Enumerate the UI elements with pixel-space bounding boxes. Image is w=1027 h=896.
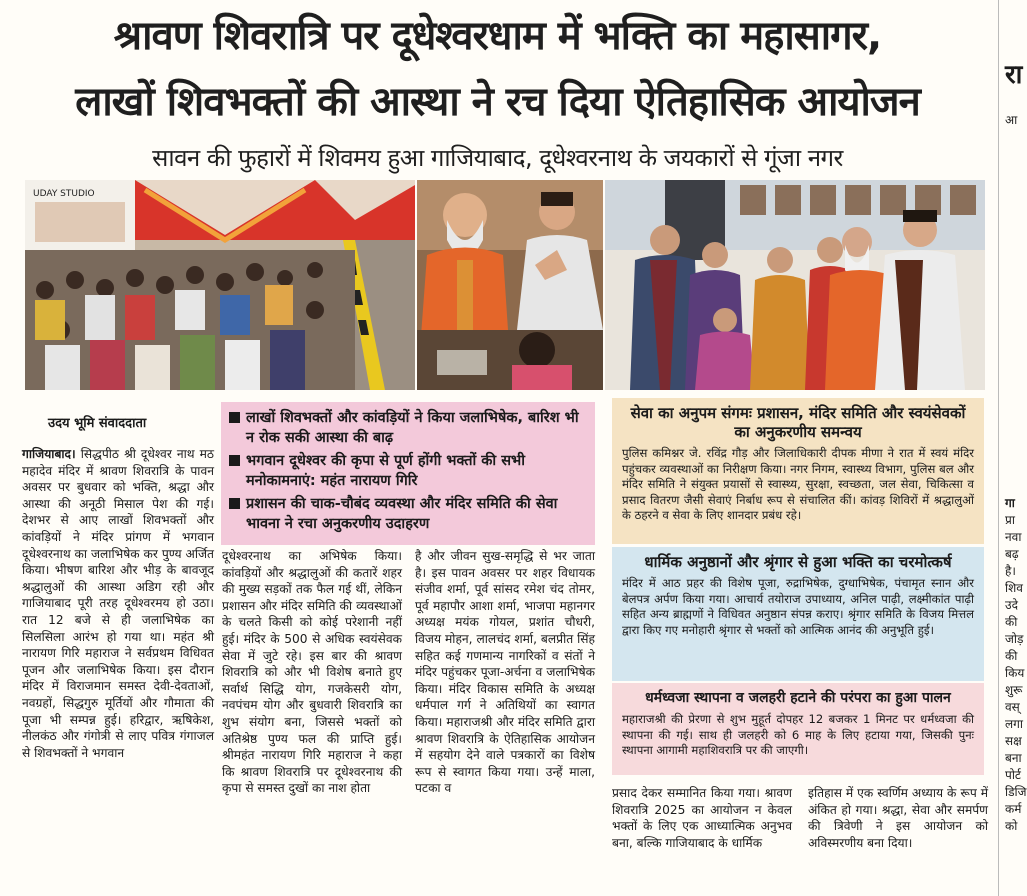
article-text-5: इतिहास में एक स्वर्णिम अध्याय के रूप में अंकित हो गया। श्रद्धा, सेवा और समर्पण की त्रिवेणी ने इस आयोजन को अविस्मरणीय बना दिया। [808,786,988,850]
edge-text: पोर्ट [1005,768,1021,782]
edge-text: बना [1005,751,1022,765]
highlight-item [229,408,587,448]
box-dhwaja-title: धर्मध्वजा स्थापना व जलहरी हटाने की परंपरा का हुआ पालन [645,690,951,706]
edge-text: प्रा [1005,513,1015,527]
bullet-square-icon [229,455,240,466]
photo-mahant-blessing [417,180,603,390]
dateline: गाजियाबाद। [22,447,76,461]
article-column-3 [415,548,595,797]
edge-text: की [1005,649,1018,663]
article-column-5 [808,785,988,851]
box-seva-title: सेवा का अनुपम संगमः प्रशासन, मंदिर समिति और स्वयंसेवकों का अनुकरणीय समन्वय [630,404,966,441]
edge-text: किय [1005,666,1025,680]
highlight-item [229,451,587,491]
edge-text: शिव [1005,581,1023,595]
article-text-3: है और जीवन सुख-समृद्धि से भर जाता है। इस पावन अवसर पर शहर विधायक संजीव शर्मा, पूर्व सांसद रमेश चंद तोमर, पूर्व महापौर आशा शर्मा, भाजपा महानगर अध्यक्ष मयंक गोयल, प्रशांत चौधरी, विजय मोहन, लालचंद शर्मा, बलप्रीत सिंह सहित कई गणमान्य नागरिकों व संतों ने मंदिर पहुंचकर पूजा-अर्चना व जलाभिषेक किया। मंदिर विकास समिति के अध्यक्ष धर्मपाल गर्ग ने अतिथियों का स्वागत किया। महाराजश्री और मंदिर समिति द्वारा श्रावण शिवरात्रि के ऐतिहासिक आयोजन में सहयोग देने वाले पत्रकारों का विशेष रूप से स्वागत किया गया। उन्हें माला, पटका व [415,549,595,796]
photo-sign-text: UDAY STUDIO [33,189,95,199]
highlight-text: लाखों शिवभक्तों और कांवड़ियों ने किया जलाभिषेक, बारिश भी न रोक सकी आस्था की बाढ़ [246,410,579,446]
highlight-text: भगवान दूधेश्वर की कृपा से पूर्ण होंगी भक्तों की सभी मनोकामनाएं: महंत नारायण गिरि [246,453,525,489]
highlight-text: प्रशासन की चाक-चौबंद व्यवस्था और मंदिर समिति की सेवा भावना ने रचा अनुकरणीय उदाहरण [246,496,558,532]
edge-text: सक्ष [1005,734,1022,748]
photo-crowd [25,180,415,390]
edge-text: गा [1005,496,1015,510]
article-column-1 [22,446,214,761]
edge-text: वस् [1005,700,1020,714]
bullet-square-icon [229,498,240,509]
box-seva-text: पुलिस कमिश्नर जे. रविंद्र गौड़ और जिलाधिकारी दीपक मीणा ने रात में स्वयं मंदिर पहुंचकर व्यवस्थाओं का निरीक्षण किया। नगर निगम, स्वास्थ्य विभाग, पुलिस बल और मंदिर समिति ने संयुक्त प्रयासों से स्वास्थ्य, सुरक्षा, स्वच्छता, जल सेवा, चिकित्सा व प्रसाद वितरण जैसी सेवाएं निर्बाध रूप से संचालित कीं। कांवड़ शिविरों में श्रद्धालुओं के ठहरने व सेवा के लिए शानदार प्रबंध रहे। [622,446,974,523]
edge-text: नवा [1005,530,1022,544]
bullet-square-icon [229,412,240,423]
edge-text: शुरू [1005,683,1023,697]
edge-text: कर्म [1005,802,1022,816]
adjacent-article-edge [998,0,1025,896]
headline-line-2: लाखों शिवभक्तों की आस्था ने रच दिया ऐतिहासिक आयोजन [75,79,920,125]
edge-text: जोड़ [1005,632,1024,646]
edge-text: डिजि [1005,785,1027,799]
article-text-2: दूधेश्वरनाथ का अभिषेक किया। कांवड़ियों और श्रद्धालुओं की कतारें शहर की मुख्य सड़कों तक फैल गई थीं, लेकिन प्रशासन और मंदिर समिति की व्यवस्थाओं के चलते किसी को कोई परेशानी नहीं हुई। मंदिर के 500 से अधिक स्वयंसेवक सेवा में जुटे रहे। इस बार की श्रावण शिवरात्रि को और भी विशेष बनाते हुए सर्वार्थ सिद्धि योग, गजकेसरी योग, नवपंचम योग और बुधवारी शिवरात्रि का शुभ संयोग बना, जिससे भक्तों को अतिश्रेष्ठ पुण्य फल की प्राप्ति हुई। श्रीमहंत नारायण गिरि महाराज ने कहा कि श्रावण शिवरात्रि पर दूधेश्वरनाथ की कृपा से समस्त दुखों का नाश होता [222,549,402,796]
highlights-box [221,402,595,545]
article-text-4: प्रसाद देकर सम्मानित किया गया। श्रावण शिवरात्रि 2025 का आयोजन न केवल भक्तों के लिए एक आध्यात्मिक अनुभव बना, बल्कि गाजियाबाद के धार्मिक [612,786,792,850]
box-dhwaja-text: महाराजश्री की प्रेरणा से शुभ मुहूर्त दोपहर 12 बजकर 1 मिनट पर धर्मध्वजा की स्थापना की गई। साथ ही जलहरी को 6 माह के लिए हटाया गया, जिसकी पुनः स्थापना आगामी महाशिवरात्रि पर की जाएगी। [622,712,974,758]
article-column-2 [222,548,402,797]
edge-text: को [1005,819,1018,833]
edge-text: की [1005,615,1018,629]
headline-line-1: श्रावण शिवरात्रि पर दूधेश्वरधाम में भक्ति का महासागर, [113,13,882,59]
edge-text: लगा [1005,717,1024,731]
highlight-item [229,494,587,534]
box-shringar-text: मंदिर में आठ प्रहर की विशेष पूजा, रुद्राभिषेक, दुग्धाभिषेक, पंचामृत स्नान और बेलपत्र अर्पण किया गया। आचार्य तयोराज उपाध्याय, अनिल पाढ़ी, लक्ष्मीकांत पाढ़ी सहित अन्य ब्राह्मणों ने विधिवत अनुष्ठान संपन्न कराए। श्रृंगार समिति के विजय मित्तल द्वारा किए गए मनोहारी श्रृंगार से भक्तों को आत्मिक आनंद की अनुभूति हुई। [622,576,974,637]
article-column-4 [612,785,792,851]
byline: उदय भूमि संवाददाता [48,416,147,431]
edge-text: बढ़ [1005,547,1019,561]
box-dhwaja [612,683,984,775]
subheadline: सावन की फुहारों में शिवमय हुआ गाजियाबाद, दूधेश्वरनाथ के जयकारों से गूंजा नगर [152,144,843,172]
edge-text: आ [1005,113,1018,127]
photo-group [605,180,985,390]
edge-heading: रा [1005,60,1023,90]
box-shringar-title: धार्मिक अनुष्ठानों और श्रृंगार से हुआ भक्ति का चरमोत्कर्ष [644,553,952,571]
edge-text: उदे [1005,598,1018,612]
box-seva [612,398,984,544]
edge-text: है। [1005,564,1016,578]
article-text-1: सिद्धपीठ श्री दूधेश्वर नाथ मठ महादेव मंदिर में श्रावण शिवरात्रि के पावन अवसर पर बुधवार को भक्ति, श्रद्धा और आस्था की अनूठी मिसाल पेश की गई। देशभर से आए लाखों शिवभक्तों और कांवड़ियों ने मंदिर प्रांगण में भगवान दूधेश्वरनाथ का जलाभिषेक कर पुण्य अर्जित किया। भीषण बारिश और भीड़ के बावजूद श्रद्धालुओं की आस्था अडिग रही और गाजियाबाद पूरी तरह दूधेश्वरमय हो उठा। रात 12 बजे से ही जलाभिषेक का सिलसिला आरंभ हो गया था। महंत श्री नारायण गिरि महाराज ने सर्वप्रथम विधिवत पूजन और जलाभिषेक किया। इस दौरान मंदिर में विराजमान समस्त देवी-देवताओं, नवग्रहों, सिद्धगुरु मूर्तियों और गौमाता की पूजा भी सम्पन्न हुई। हरिद्वार, ऋषिकेश, नीलकंठ और गंगोत्री से लाए पवित्र गंगाजल से शिवभक्तों ने भगवान [22,447,215,760]
box-shringar [612,547,984,681]
